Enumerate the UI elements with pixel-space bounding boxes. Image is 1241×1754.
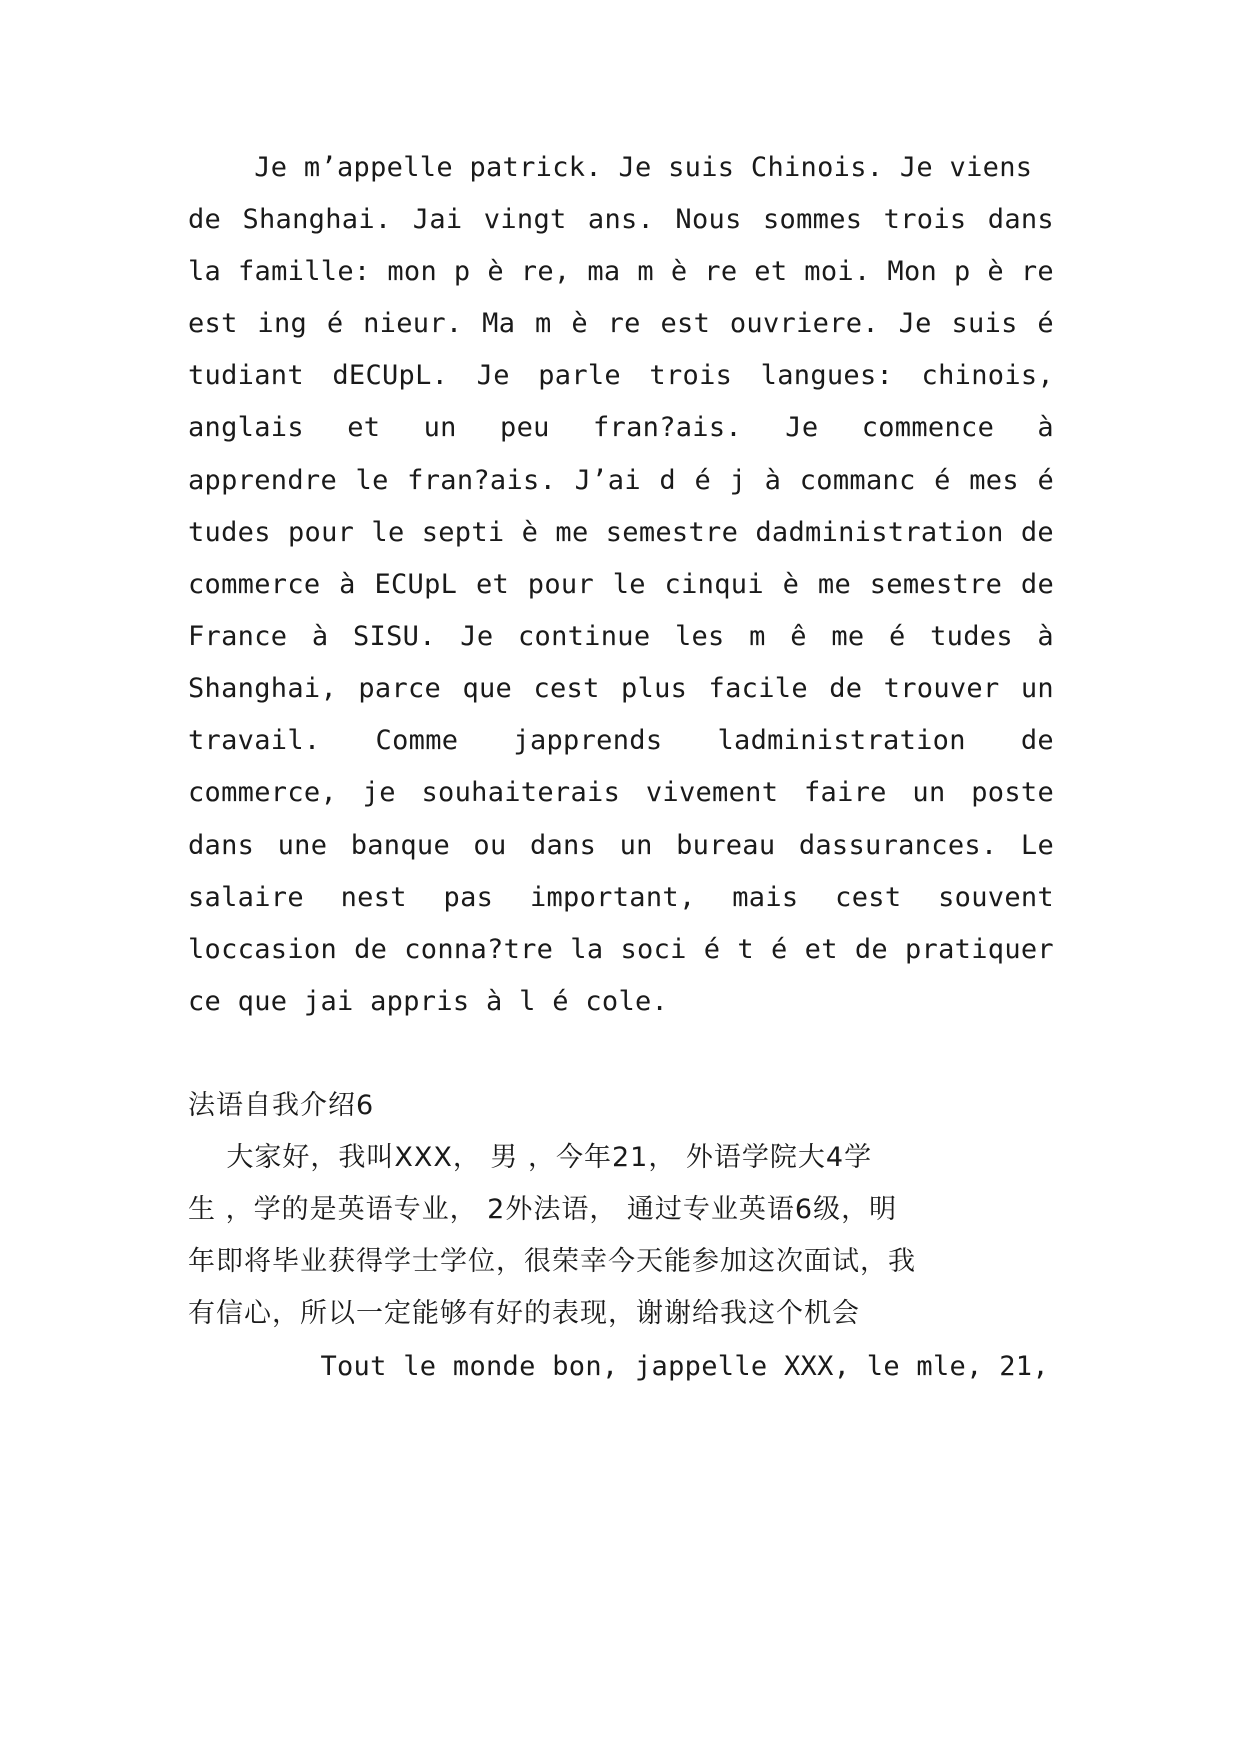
text-line: Shanghai, parce que cest plus facile de trouver un bbox=[188, 673, 1054, 704]
text-line: est ing é nieur. Ma m è re est ouvriere. Je suis é bbox=[188, 308, 1054, 339]
text-line: 大家好，我叫XXX， 男 ，今年21， 外语学院大4学 bbox=[188, 1142, 873, 1173]
text-line: Je m’appelle patrick. Je suis Chinois. Je viens bbox=[188, 152, 1033, 183]
text-line: tudiant dECUpL. Je parle trois langues: chinois, bbox=[188, 360, 1054, 391]
text-line: France à SISU. Je continue les m ê me é tudes à bbox=[188, 621, 1054, 652]
text-line: 有信心，所以一定能够有好的表现，谢谢给我这个机会 bbox=[188, 1298, 860, 1329]
text-line: apprendre le fran?ais. J’ai d é j à commanc é mes é bbox=[188, 465, 1054, 496]
text-line: tudes pour le septi è me semestre dadministration de bbox=[188, 517, 1054, 548]
text-line: commerce à ECUpL et pour le cinqui è me semestre de bbox=[188, 569, 1054, 600]
text-line: anglais et un peu fran?ais. Je commence à bbox=[188, 412, 1054, 443]
text-line: dans une banque ou dans un bureau dassurances. Le bbox=[188, 830, 1054, 861]
text-line: de Shanghai. Jai vingt ans. Nous sommes trois dans bbox=[188, 204, 1054, 235]
text-line: loccasion de conna?tre la soci é t é et de pratiquer bbox=[188, 934, 1054, 965]
text-line: commerce, je souhaiterais vivement faire un poste bbox=[188, 777, 1054, 808]
text-line: Tout le monde bon, jappelle XXX, le mle, 21, bbox=[188, 1351, 1049, 1382]
text-line: ce que jai appris à l é cole. bbox=[188, 986, 669, 1017]
text-line: 生 ，学的是英语专业， 2外法语， 通过专业英语6级，明 bbox=[188, 1194, 898, 1225]
text-line: salaire nest pas important, mais cest souvent bbox=[188, 882, 1054, 913]
text-line: la famille: mon p è re, ma m è re et moi. Mon p è re bbox=[188, 256, 1054, 287]
section-heading: 法语自我介绍6 bbox=[188, 1090, 375, 1121]
text-line: travail. Comme japprends ladministration de bbox=[188, 725, 1054, 756]
text-line: 年即将毕业获得学士学位，很荣幸今天能参加这次面试，我 bbox=[188, 1246, 916, 1277]
